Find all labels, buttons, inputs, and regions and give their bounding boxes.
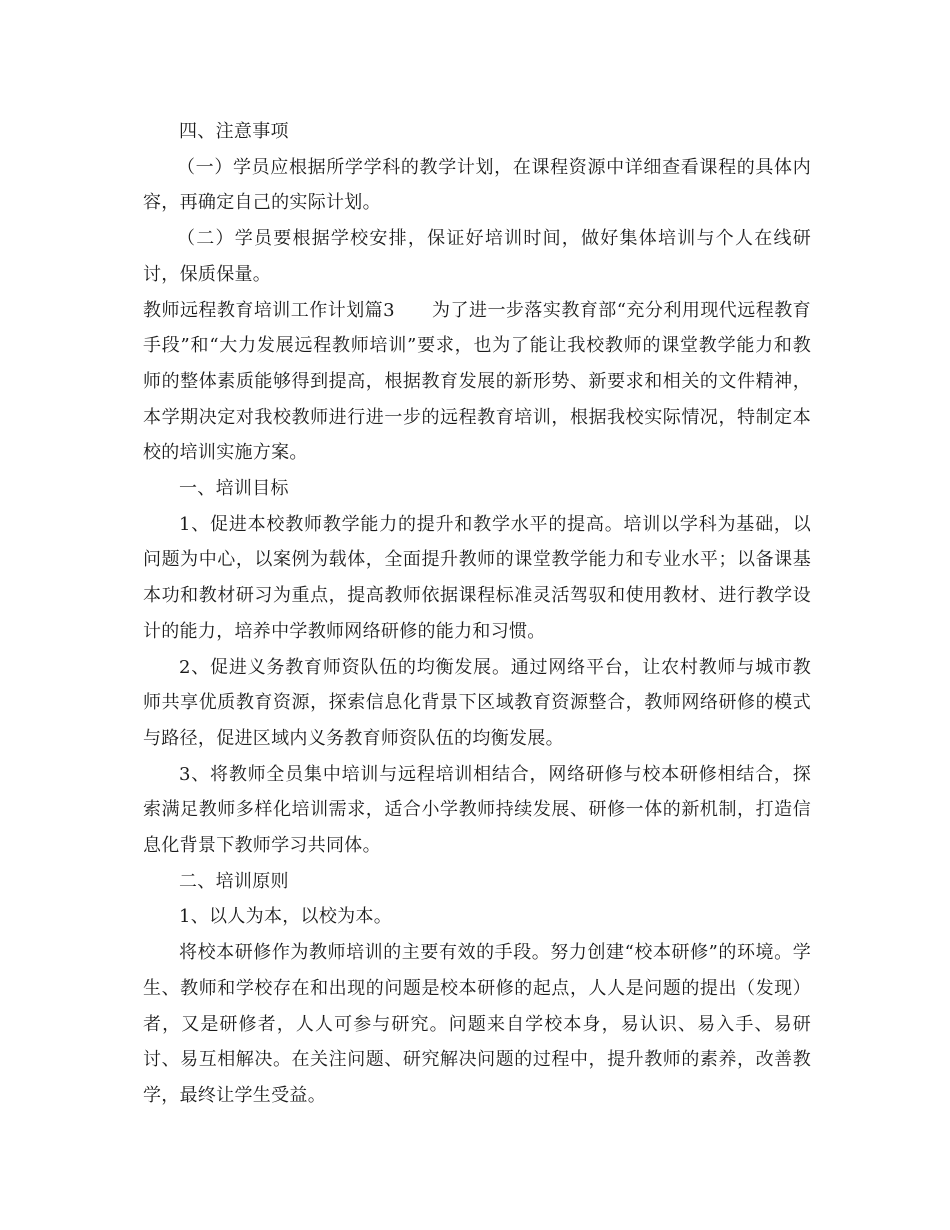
section-heading-notes: 四、注意事项 <box>179 121 289 142</box>
document-body <box>143 114 811 1114</box>
paragraph-principle-1-detail: 将校本研修作为教师培训的主要有效的手段。努力创建“校本研修”的环境。学生、教师和学校存在和出现的问题是校本研修的起点，人人是问题的提出（发现）者，又是研修者，人人可参与研究。问题来自学校本身，易认识、易入手、易研讨、易互相解决。在关注问题、研究解决问题的过程中，提升教师的素养，改善教学，最终让学生受益。 <box>143 942 811 1106</box>
paragraph-goal-3: 3、将教师全员集中培训与远程培训相结合，网络研修与校本研修相结合，探索满足教师多样化培训需求，适合小学教师持续发展、研修一体的新机制，打造信息化背景下教师学习共同体。 <box>143 763 811 857</box>
paragraph-plan-intro: 教师远程教育培训工作计划篇3 为了进一步落实教育部“充分利用现代远程教育手段”和“大力发展远程教师培训”要求，也为了能让我校教师的课堂教学能力和教师的整体素质能够得到提高，根据教育发展的新形势、新要求和相关的文件精神，本学期决定对我校教师进行进一步的远程教育培训，根据我校实际情况，特制定本校的培训实施方案。 <box>143 299 811 464</box>
section-heading-goals: 一、培训目标 <box>179 478 289 500</box>
paragraph-goal-1: 1、促进本校教师教学能力的提升和教学水平的提高。培训以学科为基础，以问题为中心，以案例为载体，全面提升教师的课堂教学能力和专业水平；以备课基本功和教材研习为重点，提高教师依据课程标准灵活驾驭和使用教材、进行教学设计的能力，培养中学教师网络研修的能力和习惯。 <box>143 513 811 642</box>
paragraph-goal-2: 2、促进义务教育师资队伍的均衡发展。通过网络平台，让农村教师与城市教师共享优质教育资源，探索信息化背景下区域教育资源整合，教师网络研修的模式与路径，促进区域内义务教育师资队伍的均衡发展。 <box>143 656 811 749</box>
section-heading-principles: 二、培训原则 <box>179 870 289 892</box>
paragraph-principle-1: 1、以人为本，以校为本。 <box>179 906 393 928</box>
paragraph-note-1: （一）学员应根据所学学科的教学计划，在课程资源中详细查看课程的具体内容，再确定自己的实际计划。 <box>143 156 811 214</box>
paragraph-note-2: （二）学员要根据学校安排，保证好培训时间，做好集体培训与个人在线研讨，保质保量。 <box>143 228 811 285</box>
